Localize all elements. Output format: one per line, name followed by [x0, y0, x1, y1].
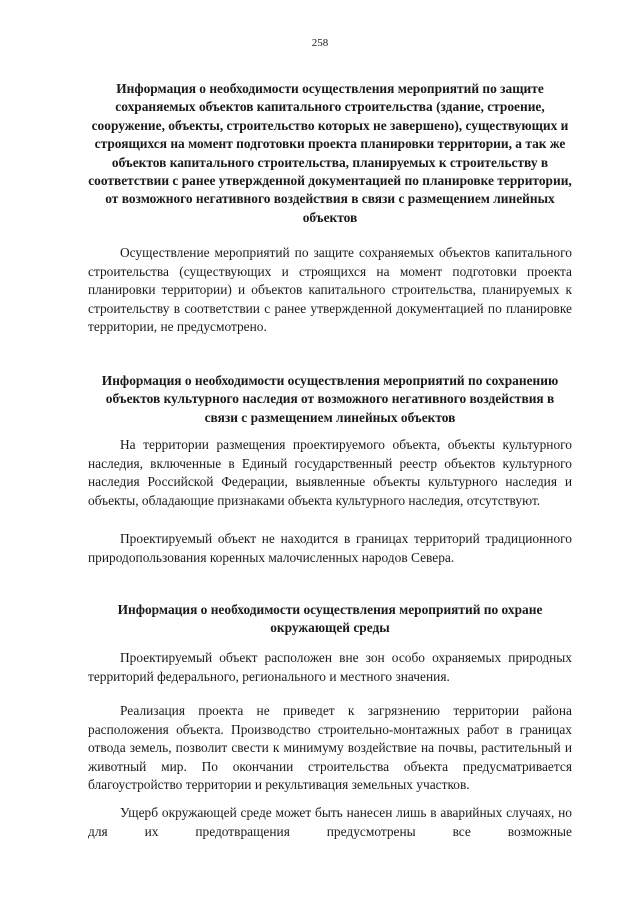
paragraph-environmental-damage: Ущерб окружающей среде может быть нанесен лишь в аварийных случаях, но для их предотвращения предусмотрены все возможные [88, 805, 572, 839]
paragraph-capital-construction-measures: Осуществление мероприятий по защите сохраняемых объектов капитального строительства (существующих и строящихся на момент подготовки проекта планировки территории) и объектов капитального строительства, планируемых к строительству в соответствии с ранее утвержденной документацией по планировке территории, не предусмотрено. [88, 245, 572, 335]
section-heading-cultural-heritage: Информация о необходимости осуществления мероприятий по сохранению объектов культурного наследия от возможного негативного воздействия в связи с размещением линейных объектов [101, 373, 559, 425]
paragraph-project-implementation: Реализация проекта не приведет к загрязнению территории района расположения объекта. Производство строительно-монтажных работ в границах отвода земель, позволит свести к минимуму воздействие на почвы, растительный и животный мир. По окончании строительства объекта предусматривается благоустройство территории и рекультивация земельных участков. [88, 703, 572, 793]
section-heading-environmental-protection: Информация о необходимости осуществления мероприятий по охране окружающей среды [117, 602, 543, 636]
paragraph-traditional-land-use: Проектируемый объект не находится в границах территорий традиционного природопользования коренных малочисленных народов Севера. [88, 531, 572, 565]
page-number: 258 [311, 37, 329, 49]
section-heading-capital-construction: Информация о необходимости осуществления мероприятий по защите сохраняемых объектов капитального строительства (здание, строение, сооружение, объекты, строительство которых не завершено), существующих и строящихся на момент подготовки проекта планировки территории, а так же объектов капитального строительства, планируемых к строительству в соответствии с ранее утвержденной документацией по планировке территории, от возможного негативного воздействия в связи с размещением линейных объектов [88, 81, 572, 225]
paragraph-protected-areas: Проектируемый объект расположен вне зон особо охраняемых природных территорий федерального, регионального и местного значения. [88, 650, 572, 684]
paragraph-cultural-heritage-absent: На территории размещения проектируемого объекта, объекты культурного наследия, включенные в Единый государственный реестр объектов культурного наследия Российской Федерации, выявленные объекты культурного наследия и объекты, обладающие признаками объекта культурного наследия, отсутствуют. [88, 437, 572, 508]
